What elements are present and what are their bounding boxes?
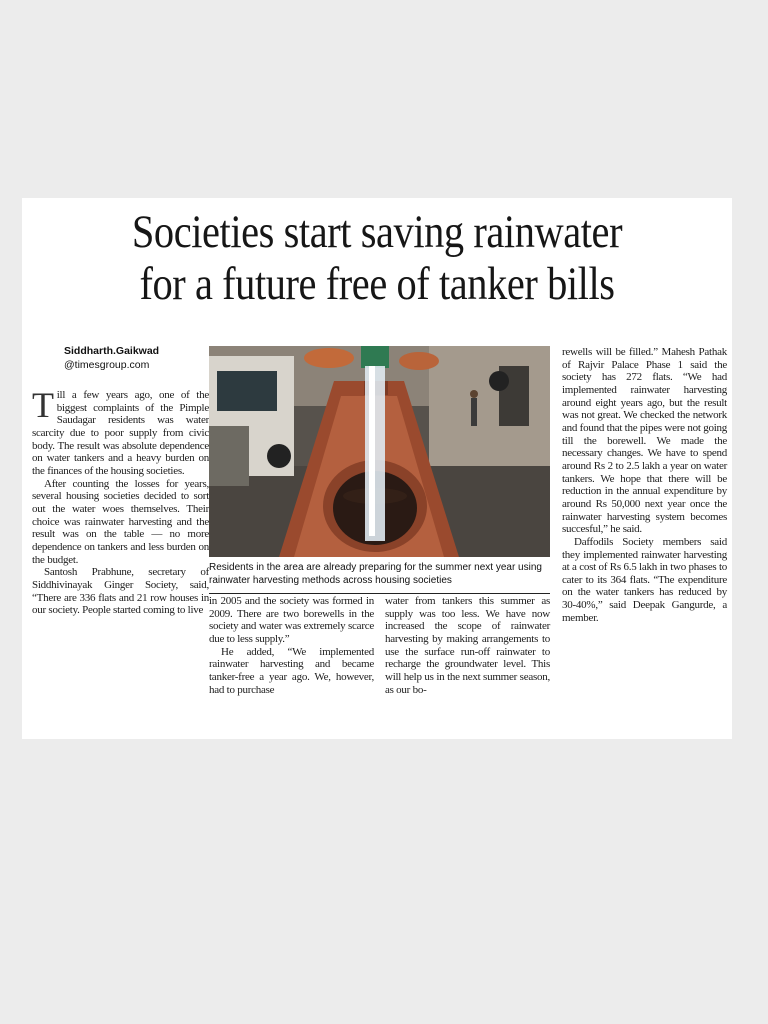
article-column-2 <box>209 595 374 696</box>
paragraph: Daffodils Society members said they implemented rainwater harvesting at a cost of Rs 6.5 lakh in two phases to cater to its 364 flats. “The expenditure on the water tankers has reduced by 30-40%,” said Deepak Gangurde, a member. <box>562 535 727 624</box>
byline-email: @timesgroup.com <box>64 359 150 371</box>
water-tanker-photo <box>209 346 550 557</box>
drop-cap: T <box>32 385 54 425</box>
headline-line-1: Societies start saving rainwater <box>131 206 623 258</box>
paragraph: After counting the losses for years, several housing societies decided to sort out the water woes themselves. Their choice was rainwater harvesting and the result was on the table — no more dependence on tankers and less burden on the budget. <box>32 477 209 566</box>
article-photo <box>209 346 550 557</box>
article-column-1 <box>32 385 209 739</box>
paragraph: rewells will be filled.” Mahesh Pathak of Rajvir Palace Phase 1 said the society has 272 flats. “We had implemented rainwater harvesting around eight years ago, but the result was not great. We checked the network and found that the pipes were not going till the borewell. We made the necessary changes. We have to spend around Rs 2 to 2.5 lakh a year on water tankers. We hope that there will be reduction in the annual expenditure by around Rs 50,000 next year once the rainwater harvesting system becomes succesful,” he said. <box>562 346 727 536</box>
headline-line-2: for a future free of tanker bills <box>139 258 615 310</box>
paragraph: in 2005 and the society was formed in 2009. There are two borewells in the society and water was extremely scarce due to less supply.” <box>209 595 374 645</box>
photo-caption: Residents in the area are already preparing for the summer next year using rainwater harvesting methods across housing societies <box>209 561 550 594</box>
article-column-3 <box>385 595 550 696</box>
paragraph: water from tankers this summer as supply was too less. We have now increased the scope of rainwater harvesting by making arrangements to use the surface run-off rainwater to recharge the groundwater level. This will help us in the next summer season, as our bo- <box>385 595 550 696</box>
paragraph: Santosh Prabhune, secretary of Siddhivinayak Ginger Society, said, “There are 336 flats and 21 row houses in our society. People started coming to live <box>32 566 209 617</box>
headline <box>72 206 683 310</box>
paragraph-text: ill a few years ago, one of the biggest complaints of the Pimple Saudagar residents was water scarcity due to poor supply from civic body. The result was absolute dependence on water tankers and a heavy burden on the finances of the housing societies. <box>32 389 209 477</box>
byline-author: Siddharth.Gaikwad <box>64 345 160 357</box>
newspaper-clipping <box>22 198 732 739</box>
paragraph <box>32 385 209 478</box>
paragraph: He added, “We implemented rainwater harvesting and became tanker-free a year ago. We, however, had to purchase <box>209 645 374 696</box>
article-column-4 <box>562 346 727 624</box>
